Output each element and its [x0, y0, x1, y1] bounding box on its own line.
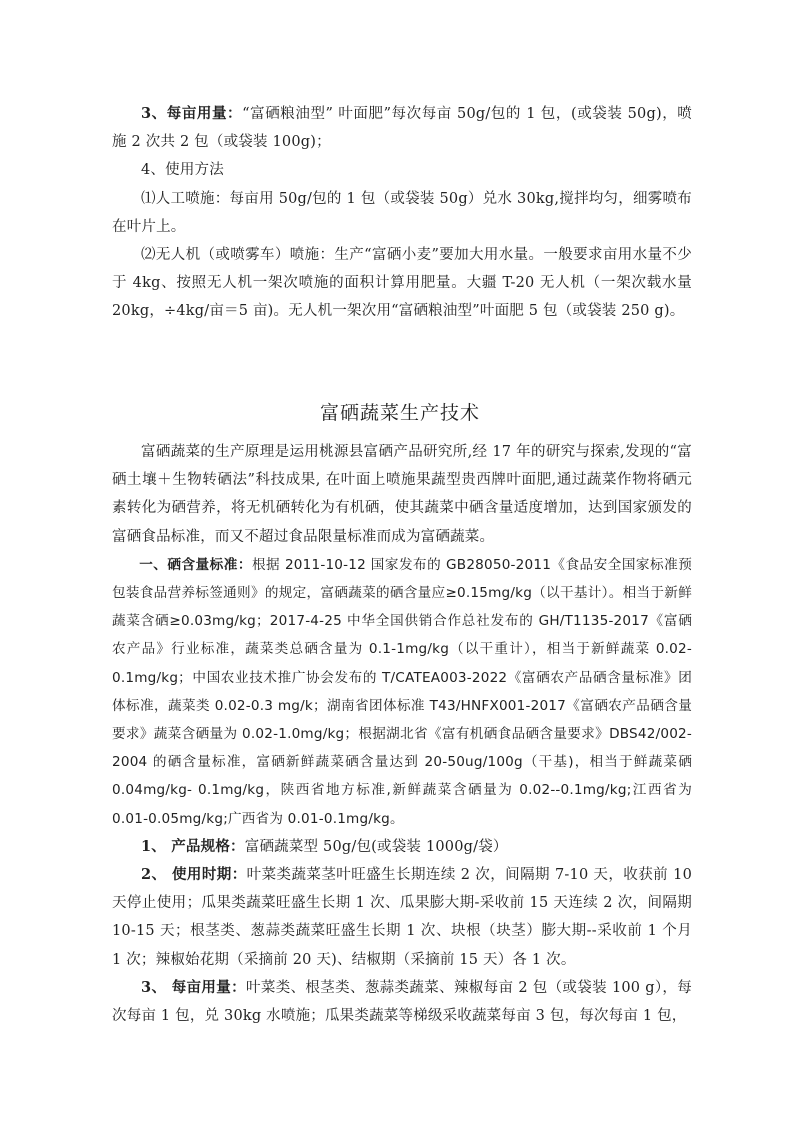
paragraph-dosage	[112, 100, 692, 156]
spec-text: 富硒蔬菜型 50g/包(或袋装 1000g/袋）	[244, 838, 508, 855]
paragraph-product-spec	[112, 833, 692, 861]
paragraph-usage-heading: 4、使用方法	[141, 162, 224, 179]
section-heading: 富硒蔬菜生产技术	[319, 402, 480, 424]
dosage-text: “富硒粮油型” 叶面肥”每次每亩 50g/包的 1 包，(或袋装 50g)，喷施 2 次共 2 包（或袋装 100g)；	[112, 106, 692, 151]
paragraph-manual-spray: ⑴人工喷施：每亩用 50g/包的 1 包（或袋装 50g）兑水 30kg,搅拌均匀，细雾喷布在叶片上。	[112, 190, 692, 235]
paragraph-dose-per-mu	[112, 974, 692, 1030]
period-text: 叶菜类蔬菜茎叶旺盛生长期连续 2 次，间隔期 7-10 天，收获前 10 天停止使用；瓜果类蔬菜旺盛生长期 1 次、瓜果膨大期-采收前 15 天连续 2 次，间隔期 10-15 天；根茎类、葱蒜类蔬菜旺盛生长期 1 次、块根（块茎）膨大期--采收前 1 个月 1 次；辣椒始花期（采摘前 20 天)、结椒期（采摘前 15 天）各 1 次。	[112, 867, 692, 968]
paragraph-selenium-standard	[112, 551, 692, 833]
dosage-label: 3、每亩用量：	[141, 105, 243, 122]
paragraph-drone-spray: ⑵无人机（或喷雾车）喷施：生产“富硒小麦”要加大用水量。一般要求亩用水量不少于 4kg、按照无人机一架次喷施的面积计算用肥量。大疆 T-20 无人机（一架次载水量 20kg，÷4kg/亩＝5 亩)。无人机一架次用“富硒粮油型”叶面肥 5 包（或袋装 250 g)。	[112, 247, 692, 320]
standard-text: 根据 2011-10-12 国家发布的 GB28050-2011《食品安全国家标准预包装食品营养标签通则》的规定，富硒蔬菜的硒含量应≥0.15mg/kg（以干基计）。相当于新鲜蔬菜含硒≥0.03mg/kg；2017-4-25 中华全国供销合作总社发布的 GH/T1135-2017《富硒农产品》行业标准，蔬菜类总硒含量为 0.1-1mg/kg（以干重计），相当于新鲜蔬菜 0.02-0.1mg/kg；中国农业技术推广协会发布的 T/CATEA003-2022《富硒农产品硒含量标准》团体标准，蔬菜类 0.02-0.3 mg/k；湖南省团体标准 T43/HNFX001-2017《富硒农产品硒含量要求》蔬菜含硒量为 0.02-1.0mg/kg；根据湖北省《富有机硒食品硒含量要求》DBS42/002-2004 的硒含量标准，富硒新鲜蔬菜硒含量达到 20-50ug/100g（干基)，相当于鲜蔬菜硒 0.04mg/kg- 0.1mg/kg，陕西省地方标准,新鲜蔬菜含硒量为 0.02--0.1mg/kg;江西省为 0.01-0.05mg/kg;广西省为 0.01-0.1mg/kg。	[112, 556, 692, 827]
spec-label: 1、 产品规格：	[141, 837, 245, 855]
paragraph-intro: 富硒蔬菜的生产原理是运用桃源县富硒产品研究所,经 17 年的研究与探索,发现的“富硒土壤＋生物转硒法”科技成果, 在叶面上喷施果蔬型贵西牌叶面肥,通过蔬菜作物将硒元素转化为硒营养，将无机硒转化为有机硒，使其蔬菜中硒含量适度增加，达到国家颁发的富硒食品标准，而又不超过食品限量标准而成为富硒蔬菜。	[112, 444, 692, 545]
standard-label: 一、硒含量标准：	[139, 556, 252, 573]
section-top	[112, 100, 692, 326]
period-label: 2、 使用时期：	[141, 866, 247, 884]
section-main	[112, 438, 692, 1030]
dose-label: 3、 每亩用量：	[141, 978, 246, 996]
dose-text: 叶菜类、根茎类、葱蒜类蔬菜、辣椒每亩 2 包（或袋装 100 g），每次每亩 1 包，兑 30kg 水喷施；瓜果类蔬菜等梯级采收蔬菜每亩 3 包，每次每亩 1 包，	[112, 979, 692, 1025]
paragraph-usage-period	[112, 861, 692, 974]
